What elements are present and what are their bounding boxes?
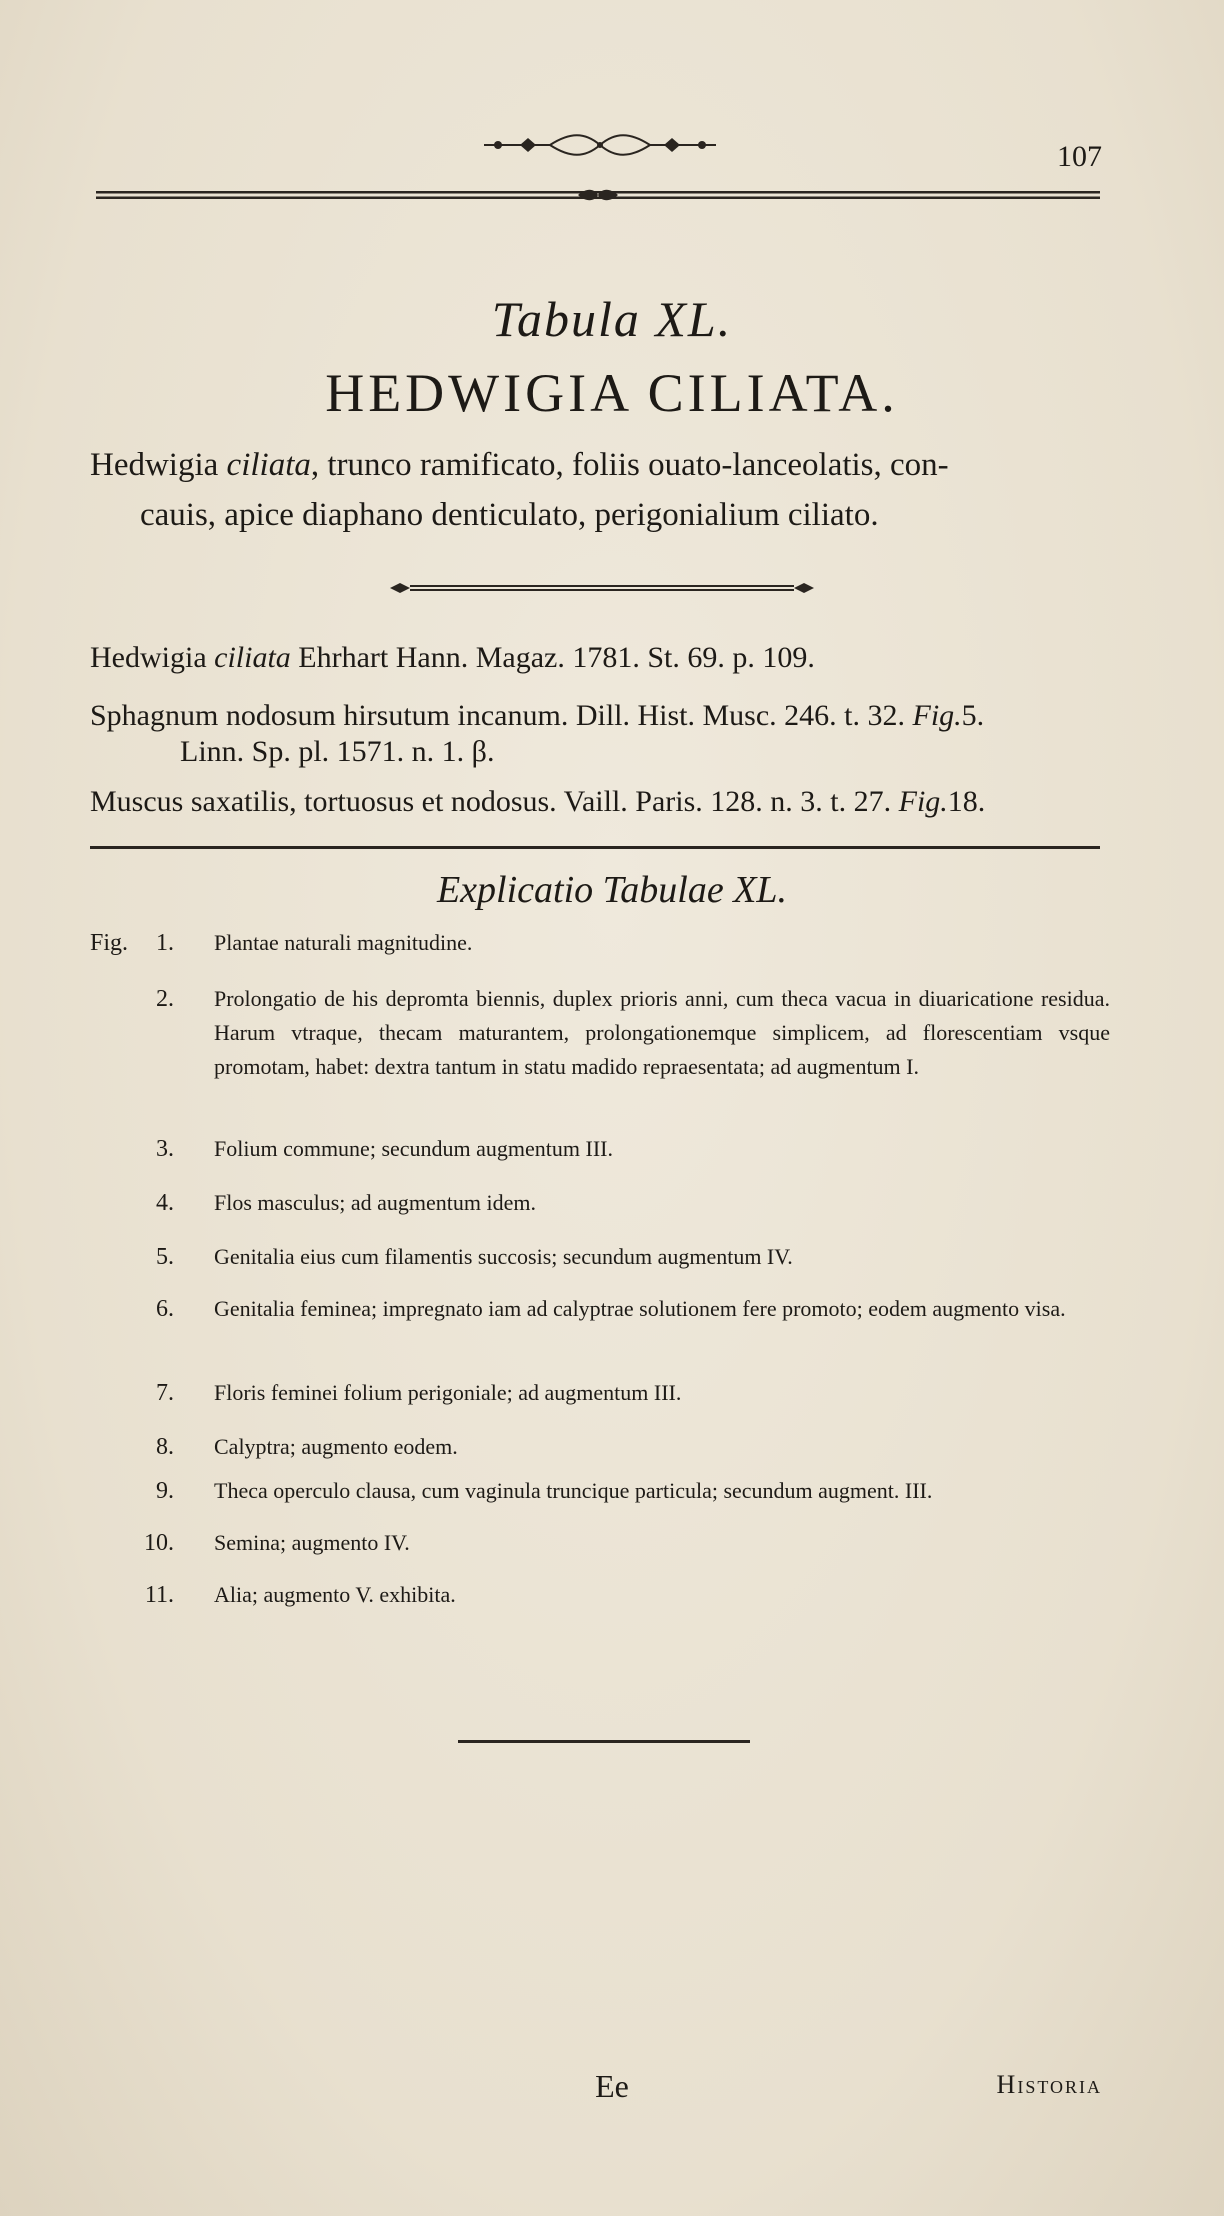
diagnosis-genus: Hedwigia <box>90 447 227 483</box>
genus-title: HEDWIGIA CILIATA. <box>325 363 899 423</box>
page-number: 107 <box>1057 140 1102 173</box>
tabula-title: Tabula XL. <box>491 291 733 347</box>
diagnosis-line-2: cauis, apice diaphano denticulato, perigonialium ciliato. <box>140 497 879 533</box>
figure-number: 4. <box>156 1190 174 1216</box>
synonym-citation: Muscus saxatilis, tortuosus et nodosus. Vaill. Paris. 128. n. 3. t. 27. <box>90 785 899 818</box>
synonym-epithet: ciliata <box>214 641 291 674</box>
signature-mark: Ee <box>595 2068 629 2104</box>
figure-text: Floris feminei folium perigoniale; ad augmentum III. <box>214 1380 682 1405</box>
closing-rule <box>458 1740 750 1743</box>
figure-number: 5. <box>156 1244 174 1270</box>
synonym-citation: Sphagnum nodosum hirsutum incanum. Dill. Hist. Musc. 246. t. 32. <box>90 699 913 732</box>
figure-number: 11. <box>144 1582 174 1608</box>
figure-text: Flos masculus; ad augmentum idem. <box>214 1190 537 1215</box>
synonym-vaillant <box>90 780 1110 824</box>
figure-number: 8. <box>156 1434 174 1460</box>
header-rule <box>96 188 1100 202</box>
fig-number: 5. <box>961 699 985 732</box>
synonym-citation: Ehrhart Hann. Magaz. 1781. St. 69. p. 109. <box>290 641 815 674</box>
fig-abbrev: Fig. <box>898 785 948 818</box>
diagnosis-text-1: , trunco ramificato, foliis ouato-lanceolatis, con- <box>310 447 949 483</box>
synonym-ehrhart <box>90 636 1110 680</box>
fig-number: 18. <box>947 785 986 818</box>
fig-abbrev: Fig. <box>912 699 962 732</box>
ornamental-divider <box>390 582 814 594</box>
figure-number: 2. <box>156 986 174 1012</box>
figure-number: 1. <box>156 930 174 956</box>
figure-text: Folium commune; secundum augmentum III. <box>214 1136 613 1161</box>
fig-label: Fig. <box>90 930 129 956</box>
synonym-linnaeus: Linn. Sp. pl. 1571. n. 1. β. <box>180 735 495 768</box>
figure-entry-1 <box>90 926 1110 960</box>
figure-number: 10. <box>144 1530 174 1556</box>
section-rule <box>90 846 1100 849</box>
diagnosis-line-1 <box>90 440 1110 490</box>
diagnosis-epithet: ciliata <box>226 447 311 483</box>
figure-text: Prolongatio de his depromta biennis, duplex prioris anni, cum theca vacua in diuaricatione residua. Harum vtraque, thecam maturantem, prolongationemque simplicem, ad florescentiam vsque promotam, habet: dextra tantum in statu madido repraesentata; ad augmentum I. <box>214 986 1110 1079</box>
explicatio-title: Explicatio Tabulae XL. <box>436 869 788 911</box>
figure-text: Semina; augmento IV. <box>214 1530 410 1555</box>
figure-text: Alia; augmento V. exhibita. <box>214 1582 456 1607</box>
figure-text: Plantae naturali magnitudine. <box>214 930 473 955</box>
synonym-genus: Hedwigia <box>90 641 215 674</box>
figure-entry-2 <box>90 982 1110 1118</box>
catchword: Historia <box>996 2070 1102 2099</box>
figure-number: 3. <box>156 1136 174 1162</box>
figure-number: 9. <box>156 1478 174 1504</box>
species-diagnosis <box>90 440 1110 540</box>
figure-number: 6. <box>156 1296 174 1322</box>
figure-text: Calyptra; augmento eodem. <box>214 1434 458 1459</box>
figure-number: 7. <box>156 1380 174 1406</box>
figure-text: Genitalia feminea; impregnato iam ad calyptrae solutionem fere promoto; eodem augmento visa. <box>214 1296 1066 1321</box>
figure-text: Genitalia eius cum filamentis succosis; secundum augmentum IV. <box>214 1244 793 1269</box>
figure-text: Theca operculo clausa, cum vaginula truncique particula; secundum augment. III. <box>214 1478 933 1503</box>
ornament-icon <box>480 132 720 158</box>
